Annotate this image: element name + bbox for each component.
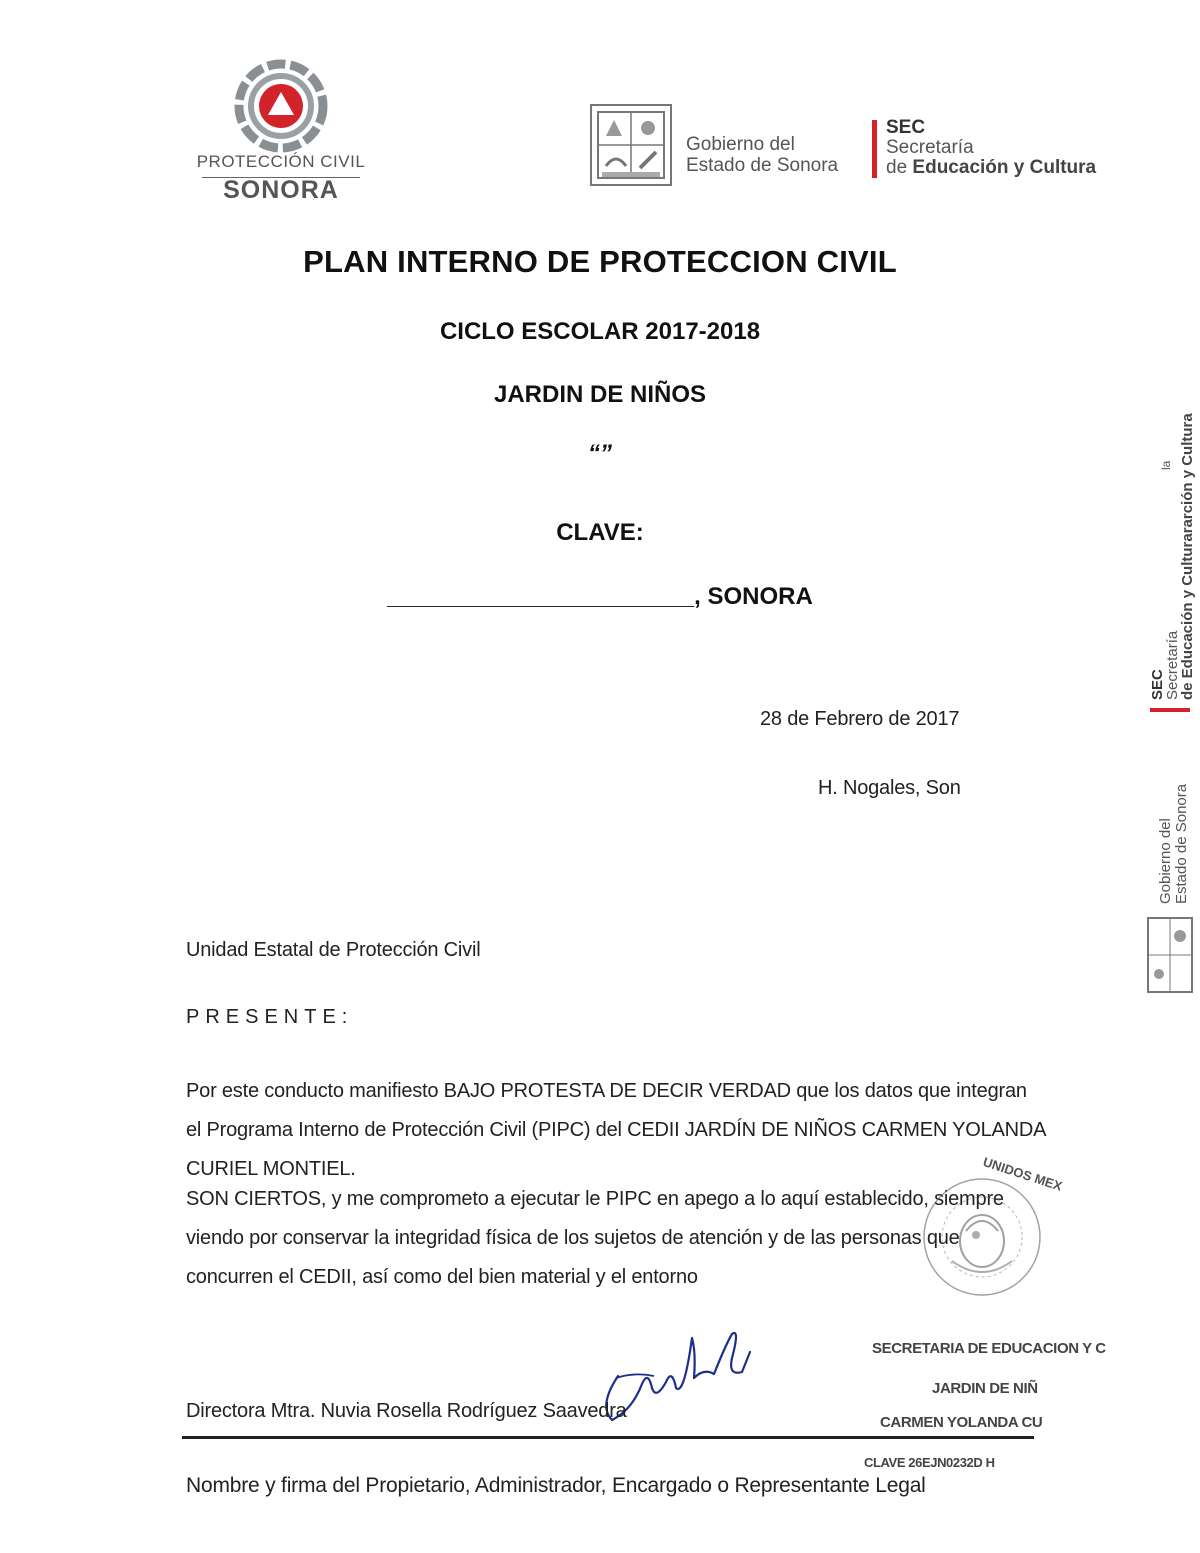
letter-place: H. Nogales, Son	[818, 777, 961, 799]
side-logo-strip	[1140, 310, 1200, 1000]
proteccion-civil-logo	[196, 60, 366, 210]
letter-date: 28 de Febrero de 2017	[760, 708, 960, 730]
side-sec-abbr: SEC	[1149, 669, 1166, 700]
stamp-line-2: JARDIN DE NIÑ	[932, 1380, 1038, 1397]
gobierno-line2: Estado de Sonora	[686, 155, 839, 176]
sec-abbr: SEC	[886, 117, 926, 138]
signer-name: Directora Mtra. Nuvia Rosella Rodríguez Saavedra	[186, 1400, 627, 1422]
school-type: JARDIN DE NIÑOS	[493, 381, 707, 408]
city-blank: _______________________	[387, 583, 695, 610]
document-title: PLAN INTERNO DE PROTECCION CIVIL	[303, 244, 897, 279]
stamp-line-1: SECRETARIA DE EDUCACION Y C	[872, 1340, 1106, 1357]
side-sec-small: la	[1159, 460, 1173, 470]
sec-line1: Secretaría	[886, 137, 974, 158]
stamp-line-3: CARMEN YOLANDA CU	[880, 1414, 1043, 1431]
svg-text:UNIDOS MEX: UNIDOS MEX	[981, 1154, 1065, 1194]
pc-logo-line1: PROTECCIÓN CIVIL	[196, 152, 366, 171]
official-seal-icon	[920, 1145, 1065, 1335]
gobierno-line1: Gobierno del	[686, 134, 795, 155]
pc-logo-line2: SONORA	[223, 176, 339, 204]
school-name-placeholder: “”	[588, 440, 612, 467]
letter-recipient: Unidad Estatal de Protección Civil	[186, 939, 481, 961]
sec-line2-prefix: de	[886, 157, 913, 178]
gobierno-sec-logo	[590, 104, 1115, 188]
sec-line2-strong: Educación y Cultura	[912, 157, 1097, 178]
side-sec-line2: de Educación y Culturararción y Cultura	[1179, 413, 1196, 700]
clave-label: CLAVE:	[556, 519, 644, 546]
signature-caption: Nombre y firma del Propietario, Administrador, Encargado o Representante Legal	[186, 1474, 926, 1497]
stamp-line-4: CLAVE 26EJN0232D H	[864, 1455, 995, 1470]
sonora-coat-of-arms-icon	[590, 104, 672, 186]
signature-line	[182, 1436, 1034, 1439]
letter-paragraph-1: Por este conducto manifiesto BAJO PROTESTA DE DECIR VERDAD que los datos que integran el Programa Interno de Protección Civil (PIPC) del CEDII JARDÍN DE NIÑOS CARMEN YOLANDA CURIEL MONTIEL.	[186, 1080, 1046, 1180]
proteccion-civil-emblem-icon	[196, 60, 366, 150]
sec-red-bar	[872, 120, 877, 178]
letter-greeting: PRESENTE:	[186, 1006, 354, 1028]
city-line	[0, 583, 1200, 611]
letter-paragraph-2: SON CIERTOS, y me comprometo a ejecutar le PIPC en apego a lo aquí establecido, siempre viendo por conservar la integridad física de los sujetos de atención y de las personas que concurren el CEDII, así como del bien material y el entorno	[186, 1188, 1004, 1288]
side-gov-line2: Estado de Sonora	[1173, 783, 1190, 904]
city-suffix: , SONORA	[694, 583, 813, 610]
side-sec-line1: Secretaría	[1164, 630, 1181, 700]
school-cycle: CICLO ESCOLAR 2017-2018	[439, 318, 761, 345]
side-gov-line1: Gobierno del	[1157, 818, 1174, 904]
